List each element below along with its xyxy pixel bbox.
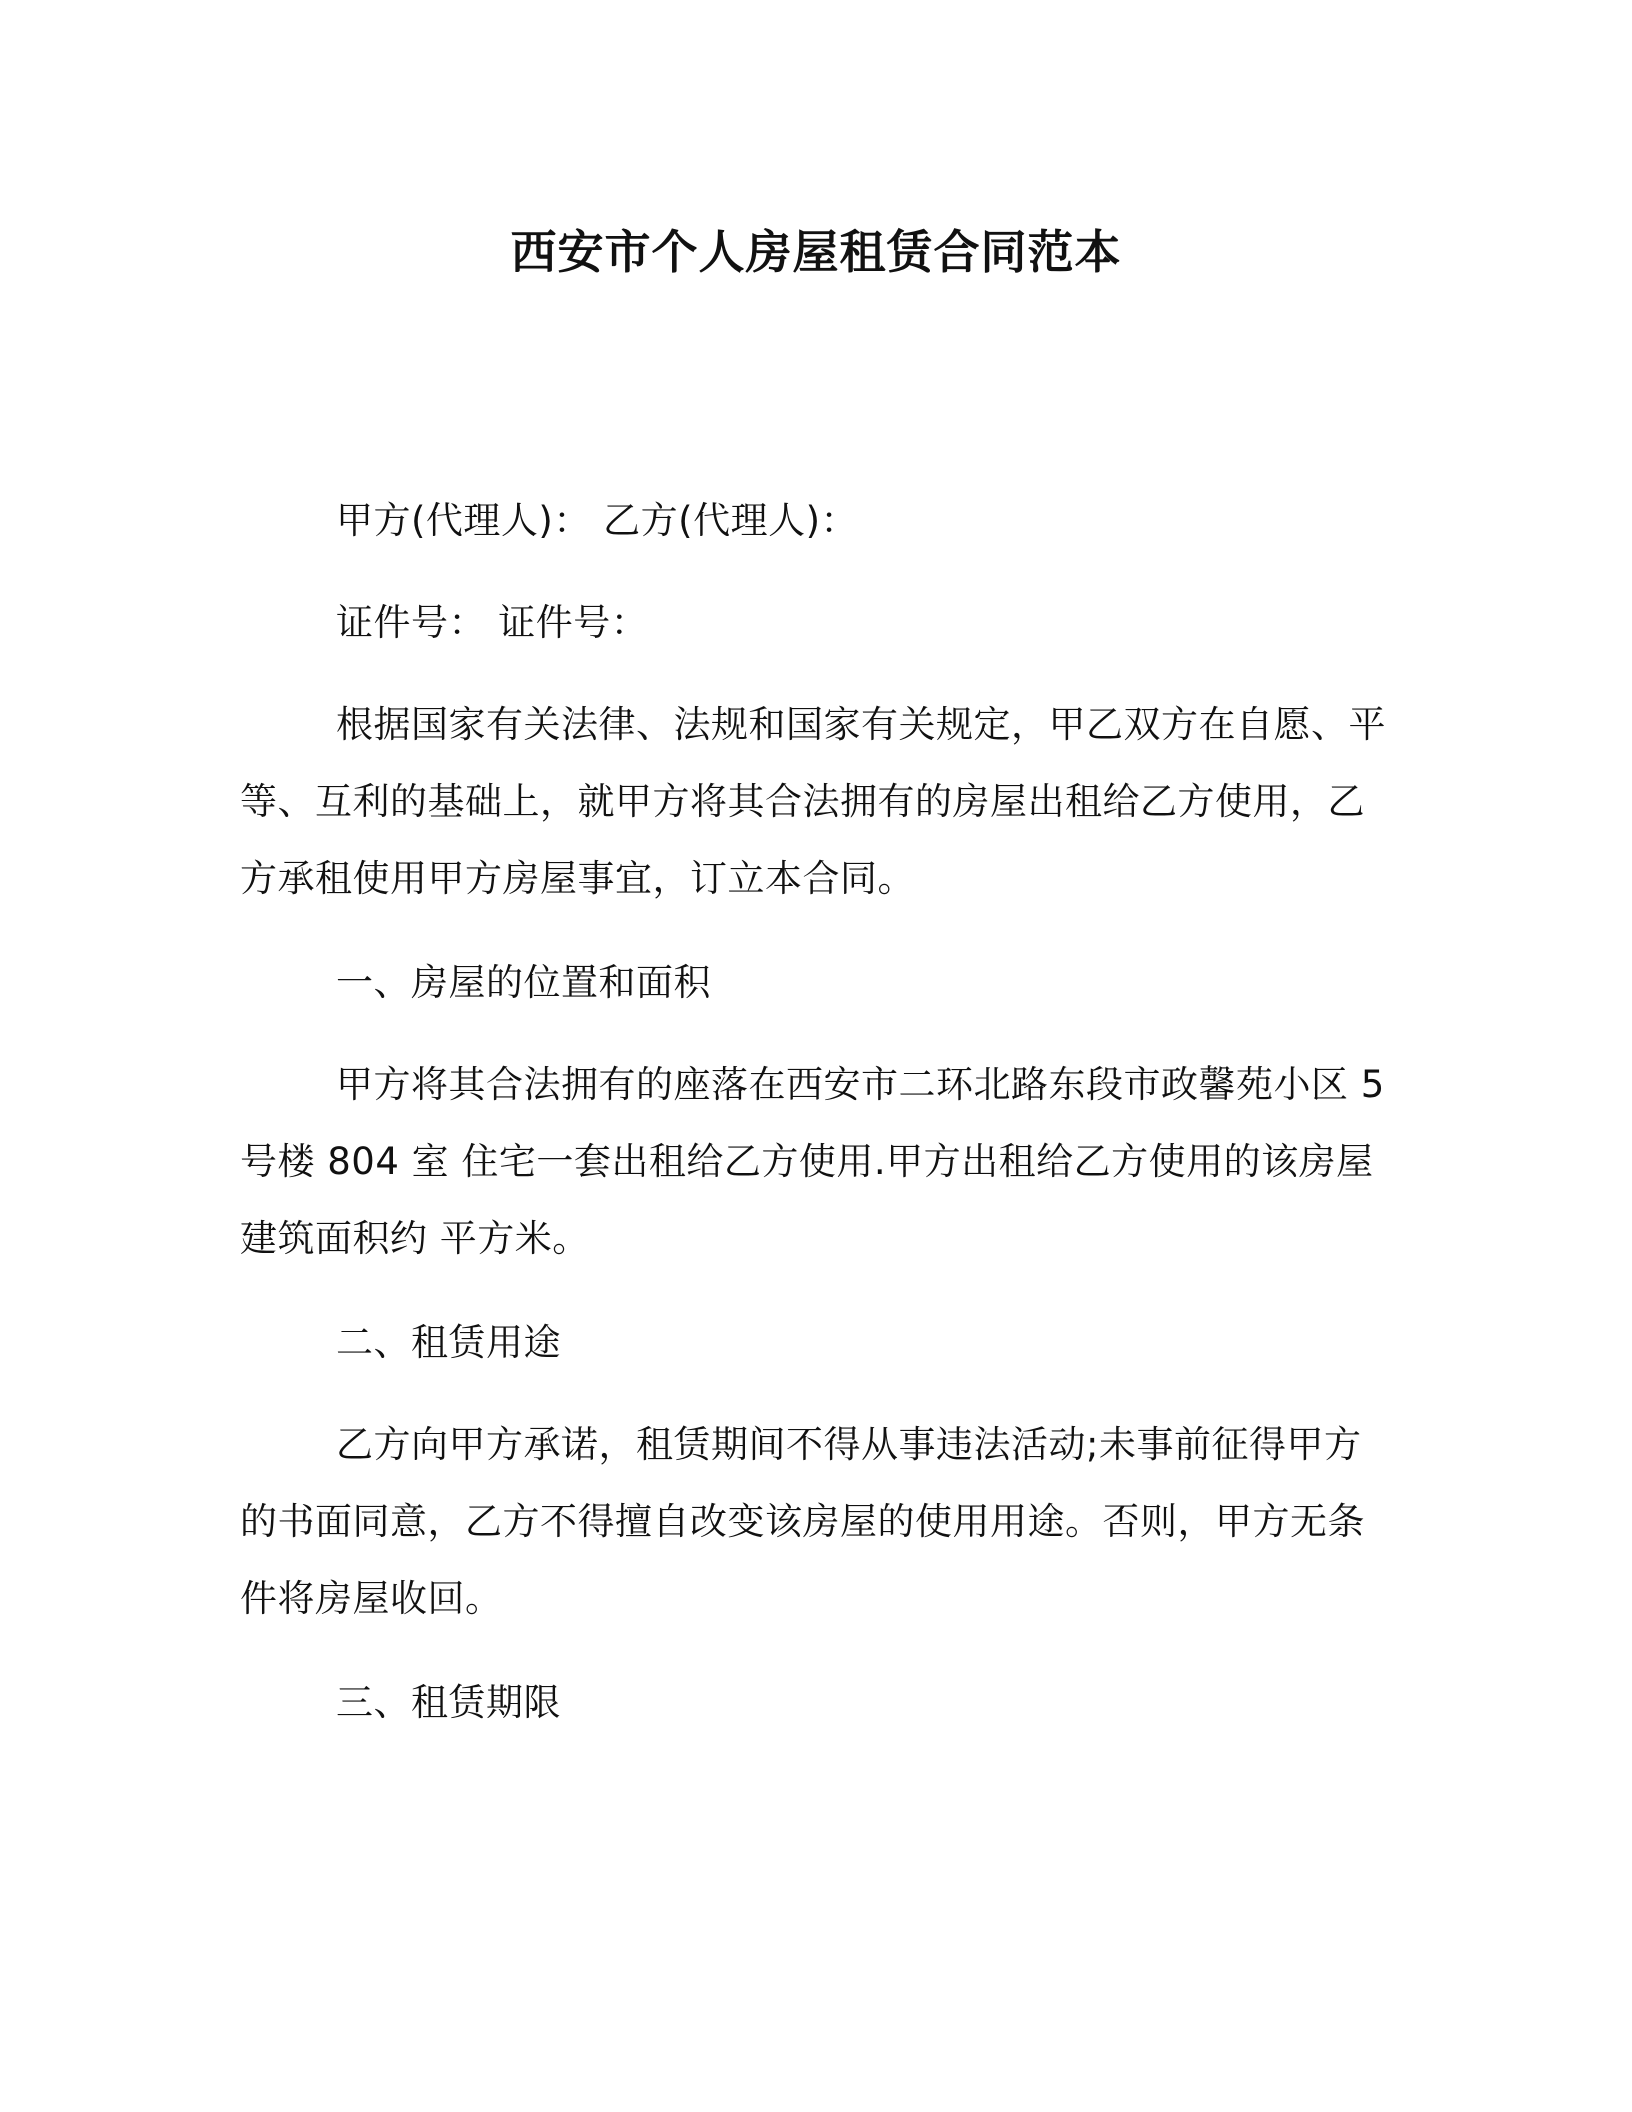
preamble-paragraph: 根据国家有关法律、法规和国家有关规定，甲乙双方在自愿、平等、互利的基础上，就甲方将其合法拥有的房屋出租给乙方使用，乙方承租使用甲方房屋事宜，订立本合同。 xyxy=(240,703,1386,900)
id-number-line: 证件号： 证件号： xyxy=(336,601,649,644)
location-paragraph: 甲方将其合法拥有的座落在西安市二环北路东段市政馨苑小区 5 号楼 804 室 住宅一套出租给乙方使用.甲方出租给乙方使用的该房屋建筑面积约 平方米。 xyxy=(240,1063,1385,1260)
usage-paragraph: 乙方向甲方承诺，租赁期间不得从事违法活动;未事前征得甲方的书面同意，乙方不得擅自改变该房屋的使用用途。否则，甲方无条件将房屋收回。 xyxy=(240,1423,1365,1620)
section-heading-location: 一、房屋的位置和面积 xyxy=(336,961,711,1004)
section-heading-term: 三、租赁期限 xyxy=(336,1681,561,1724)
party-representatives-line: 甲方(代理人)： 乙方(代理人)： xyxy=(336,499,859,542)
section-heading-usage: 二、租赁用途 xyxy=(336,1321,561,1364)
document-title: 西安市个人房屋租赁合同范本 xyxy=(510,225,1122,279)
